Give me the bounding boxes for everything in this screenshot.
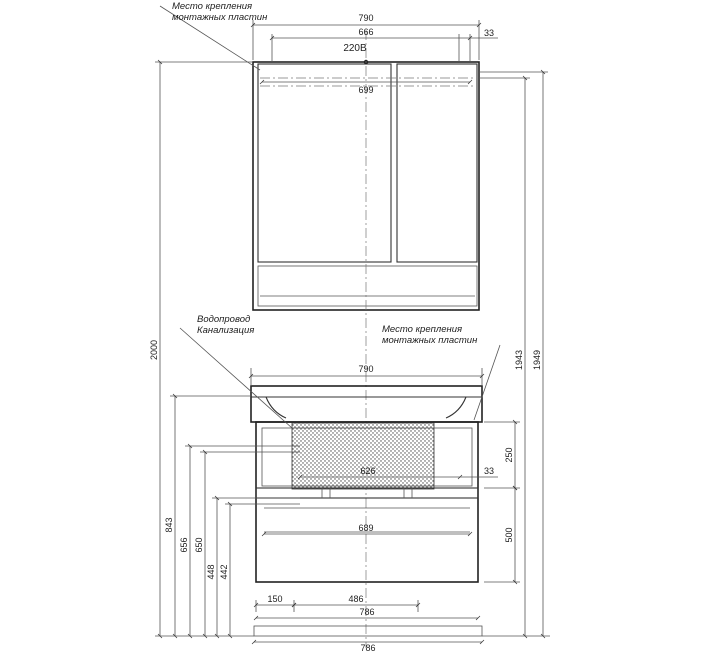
cabinet-door-right <box>397 64 477 262</box>
note-plumbing-1: Водопровод <box>197 314 251 325</box>
dim-height-1943: 1943 <box>514 349 524 371</box>
dim-cabinet-width: 790 <box>358 13 374 23</box>
dim-vanity-shelf: 689 <box>358 523 374 533</box>
dim-cabinet-shelf: 699 <box>358 85 374 95</box>
dim-cabinet-offset: 33 <box>484 28 495 38</box>
dim-vanity-offset: 33 <box>484 466 495 476</box>
dim-height-650: 650 <box>194 537 204 553</box>
dim-vanity-bottom: 786 <box>360 643 376 652</box>
dim-vanity-top: 790 <box>358 364 374 374</box>
plumbing-zone <box>292 423 434 489</box>
note-mounting-bottom-1: Место крепления <box>382 324 463 335</box>
cabinet-dimensions <box>253 20 498 82</box>
cabinet-shelf <box>258 266 477 306</box>
dim-height-1949: 1949 <box>532 349 542 371</box>
dim-vanity-drawer: 626 <box>360 466 376 476</box>
dim-height-656: 656 <box>179 537 189 553</box>
dim-height-442: 442 <box>219 564 229 580</box>
dim-height-total: 2000 <box>149 339 159 361</box>
basin-top <box>251 386 482 422</box>
vanity-unit <box>251 386 482 636</box>
dim-vanity-lower-height: 500 <box>504 527 514 543</box>
note-mounting-top-2: монтажных пластин <box>172 12 268 23</box>
note-mounting-bottom-2: монтажных пластин <box>382 335 478 346</box>
dim-vanity-base-offset: 150 <box>267 594 283 604</box>
dim-vanity-body: 786 <box>359 607 375 617</box>
drawer-rail <box>256 488 478 498</box>
bottom-panel <box>254 626 482 636</box>
dim-vanity-upper-height: 250 <box>504 447 514 463</box>
note-mounting-top-1: Место крепления <box>172 1 253 12</box>
dim-vanity-base-span: 486 <box>348 594 364 604</box>
dim-height-448: 448 <box>206 564 216 580</box>
dim-height-843: 843 <box>164 517 174 533</box>
dim-cabinet-inner: 666 <box>358 27 374 37</box>
left-height-dimensions <box>155 62 300 636</box>
socket-label: 220В <box>343 43 367 54</box>
vanity-dimensions <box>251 368 520 642</box>
note-plumbing-2: Канализация <box>197 325 255 336</box>
